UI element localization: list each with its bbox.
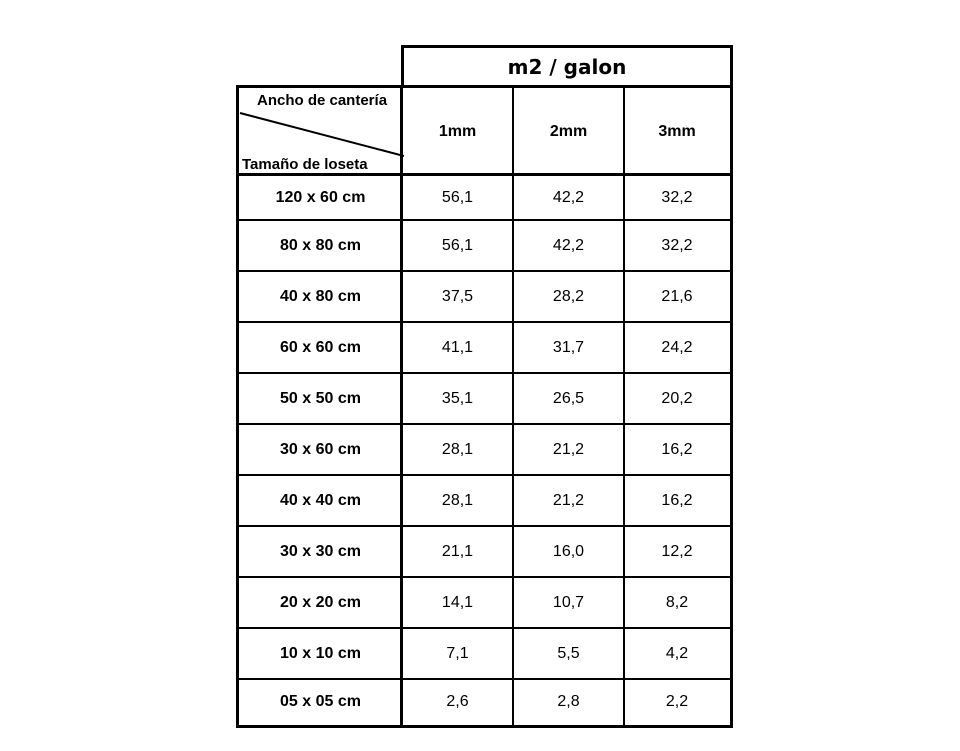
table-cell-value: 24,2 (661, 338, 693, 356)
table-cell-value: 2,8 (557, 693, 580, 710)
table-cell-value: 42,2 (552, 188, 585, 206)
table-cell-value: 20,2 (661, 389, 693, 407)
table-cell-value: 41,1 (441, 338, 474, 356)
table-cell-value: 7,1 (446, 644, 469, 662)
table-cell-value: 5,5 (557, 644, 580, 662)
row-label-tile-size: 20 x 20 cm (280, 593, 361, 611)
row-label-tile-size: 30 x 60 cm (280, 440, 361, 458)
column-header: 2mm (549, 122, 588, 140)
table-cell-value: 4,2 (665, 644, 689, 662)
table-title: m2 / galon (401, 45, 733, 87)
row-label-tile-size: 50 x 50 cm (280, 389, 361, 407)
table-cell-value: 16,2 (661, 491, 693, 509)
table-cell-value: 28,2 (552, 287, 585, 305)
row-label-tile-size: 80 x 80 cm (280, 236, 361, 254)
table-cell-value: 42,2 (552, 236, 585, 254)
table-cell-value: 12,2 (661, 542, 693, 560)
table-cell-value: 2,6 (446, 693, 469, 710)
table-cell-value: 2,2 (665, 693, 689, 710)
table-cell-value: 28,1 (441, 491, 474, 509)
row-label-tile-size: 10 x 10 cm (280, 644, 361, 662)
row-label-tile-size: 40 x 40 cm (280, 491, 361, 509)
table-cell-value: 32,2 (661, 188, 693, 206)
table-cell-value: 56,1 (441, 236, 474, 254)
column-header: 3mm (658, 122, 696, 140)
table-cell-value: 21,2 (552, 491, 585, 509)
corner-label-joint-width: Ancho de cantería (257, 92, 388, 109)
corner-label-tile-size: Tamaño de loseta (242, 156, 368, 173)
column-header: 1mm (438, 122, 477, 140)
table-cell-value: 16,0 (552, 542, 585, 560)
table-cell-value: 21,6 (661, 287, 693, 305)
row-label-tile-size: 30 x 30 cm (280, 542, 361, 560)
table-cell-value: 28,1 (441, 440, 474, 458)
table-cell-value: 8,2 (665, 593, 689, 611)
table-cell-value: 32,2 (661, 236, 693, 254)
table-cell-value: 56,1 (441, 188, 474, 206)
table-cell-value: 14,1 (441, 593, 474, 611)
row-label-tile-size: 40 x 80 cm (280, 287, 361, 305)
table-cell-value: 21,2 (552, 440, 585, 458)
table-cell-value: 21,1 (441, 542, 474, 560)
table-cell-value: 37,5 (441, 287, 474, 305)
row-label-tile-size: 120 x 60 cm (275, 188, 366, 206)
row-label-tile-size: 60 x 60 cm (280, 338, 361, 356)
table-cell-value: 26,5 (552, 389, 585, 407)
row-label-tile-size: 05 x 05 cm (280, 693, 361, 710)
coverage-table (236, 85, 733, 728)
table-cell-value: 31,7 (552, 338, 585, 356)
table-cell-value: 35,1 (441, 389, 474, 407)
table-cell-value: 16,2 (661, 440, 693, 458)
table-cell-value: 10,7 (552, 593, 585, 611)
